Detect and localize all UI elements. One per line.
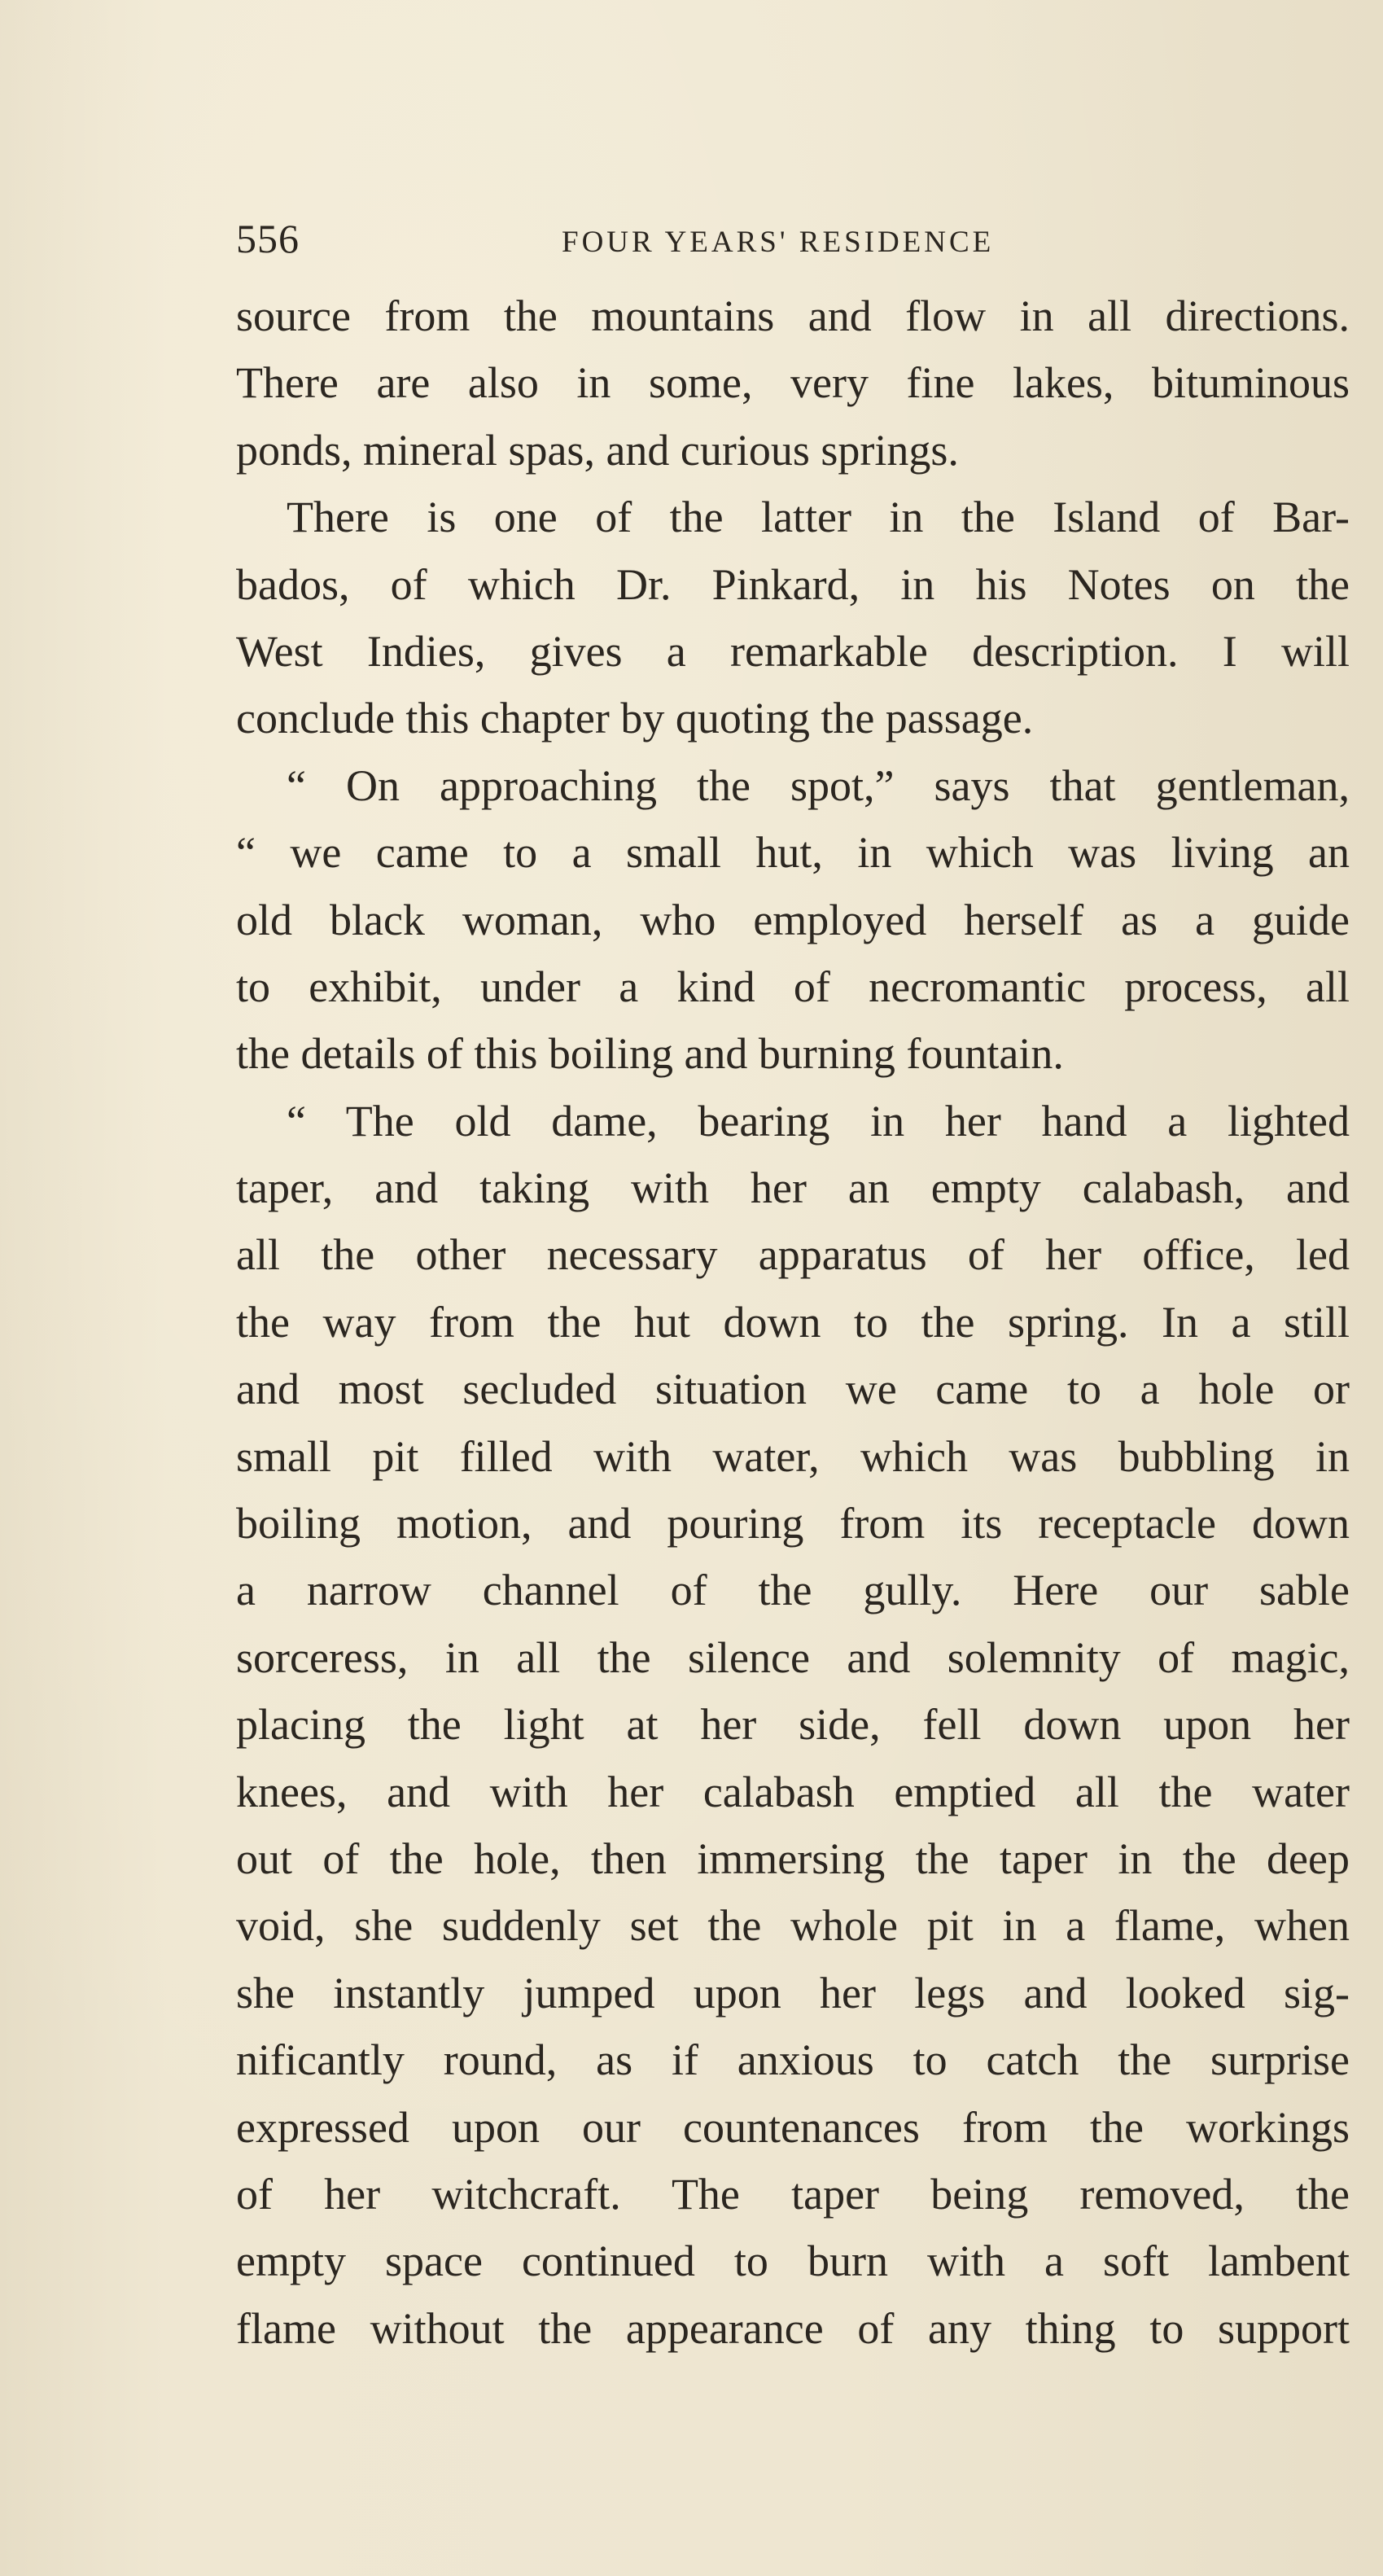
text-line: the way from the hut down to the spring. In a still xyxy=(236,1297,1350,1347)
text-line: placing the light at her side, fell down upon her xyxy=(236,1700,1350,1750)
text-line: West Indies, gives a remarkable description. I will xyxy=(236,626,1350,676)
text-line: conclude this chapter by quoting the passage. xyxy=(236,694,1034,743)
text-line: boiling motion, and pouring from its receptacle down xyxy=(236,1499,1350,1549)
text-line: source from the mountains and flow in all directions. xyxy=(236,291,1350,340)
text-line: “ we came to a small hut, in which was living an xyxy=(236,828,1350,878)
text-line: the details of this boiling and burning fountain. xyxy=(236,1029,1064,1079)
text-line: old black woman, who employed herself as a guide xyxy=(236,895,1350,944)
text-line: she instantly jumped upon her legs and looked sig- xyxy=(236,1968,1350,2017)
text-line: to exhibit, under a kind of necromantic process, all xyxy=(236,962,1350,1011)
text-line: “ On approaching the spot,” says that gentleman, xyxy=(287,760,1350,810)
text-line: all the other necessary apparatus of her office, led xyxy=(236,1230,1350,1280)
text-line: “ The old dame, bearing in her hand a lighted xyxy=(287,1096,1350,1146)
text-line: flame without the appearance of any thing to support xyxy=(236,2303,1350,2353)
text-line: nificantly round, as if anxious to catch the surprise xyxy=(236,2035,1350,2085)
page-header xyxy=(236,210,1355,267)
body-text xyxy=(236,283,1350,2362)
text-line: of her witchcraft. The taper being removed, the xyxy=(236,2169,1350,2219)
text-line: empty space continued to burn with a soft lambent xyxy=(236,2236,1350,2286)
text-line: knees, and with her calabash emptied all the water xyxy=(236,1767,1350,1816)
text-line: taper, and taking with her an empty calabash, and xyxy=(236,1163,1350,1213)
text-line: There are also in some, very fine lakes, bituminous xyxy=(236,358,1350,408)
text-line: bados, of which Dr. Pinkard, in his Notes on the xyxy=(236,559,1350,609)
text-line: expressed upon our countenances from the workings xyxy=(236,2102,1350,2152)
text-line: ponds, mineral spas, and curious springs. xyxy=(236,425,959,475)
page-number: 556 xyxy=(236,216,300,261)
text-line: There is one of the latter in the Island of Bar- xyxy=(287,493,1350,542)
text-line: a narrow channel of the gully. Here our sable xyxy=(236,1566,1350,1615)
text-line: out of the hole, then immersing the taper in the deep xyxy=(236,1833,1350,1883)
text-line: void, she suddenly set the whole pit in a flame, when xyxy=(236,1901,1350,1951)
text-line: sorceress, in all the silence and solemnity of magic, xyxy=(236,1632,1350,1682)
running-head: FOUR YEARS' RESIDENCE xyxy=(562,226,995,259)
text-line: and most secluded situation we came to a hole or xyxy=(236,1365,1350,1414)
text-line: small pit filled with water, which was bubbling in xyxy=(236,1431,1350,1481)
